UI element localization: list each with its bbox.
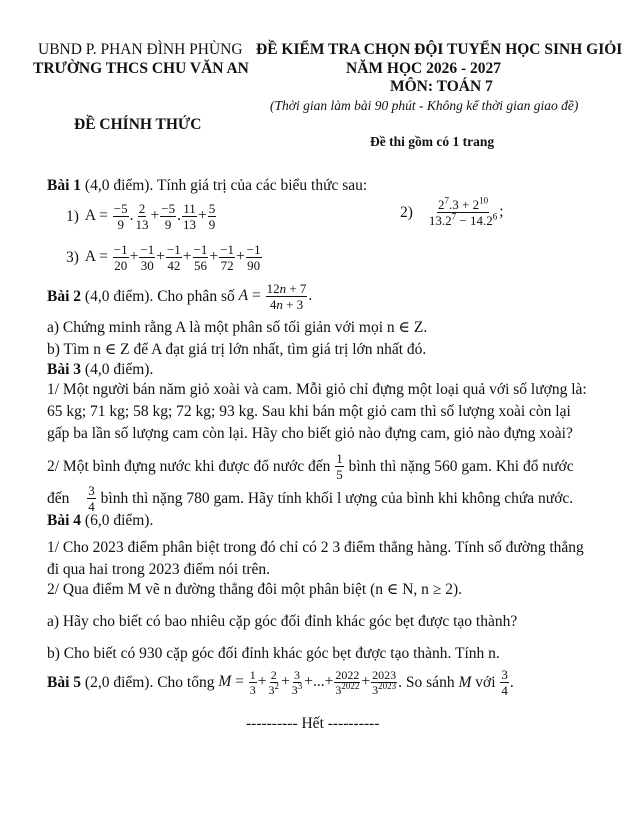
bai4-q2: 2/ Qua điểm M vẽ n đường thẳng đôi một phân biệt (n ∈ N, n ≥ 2). — [47, 581, 462, 598]
math-expr-1: A = $\frac{-5}{9}$ . $\frac{2}{13}$ + $\frac{-5}{9}$ . $\frac{11}{13}$ + $\frac{5}{9}$ — [84, 201, 216, 232]
bai1-expr3 — [66, 243, 263, 272]
exam-title: ĐỀ KIỂM TRA CHỌN ĐỘI TUYỂN HỌC SINH GIỎI — [256, 41, 623, 58]
bai1-expr1 — [66, 202, 217, 231]
bai4-b: b) Cho biết có 930 cặp góc đối đỉnh khác góc bẹt được tạo thành. Tính n. — [47, 645, 500, 662]
bai3-heading — [47, 360, 153, 380]
bai3-q1-line1: 1/ Một người bán năm giỏ xoài và cam. Mỗi giỏ chỉ đựng một loại quả với số lượng là: — [47, 381, 587, 398]
official-label: ĐỀ CHÍNH THỨC — [74, 116, 202, 133]
bai1-label3: 3) — [66, 248, 79, 266]
bai5-points: (2,0 điểm). Cho tổng — [81, 673, 219, 691]
bai1-label2: 2) — [400, 203, 413, 221]
school-district: UBND P. PHAN ĐÌNH PHÙNG — [38, 41, 243, 58]
bai1-heading — [47, 176, 367, 196]
bai5-with: với — [471, 673, 500, 691]
bai4-q1-line1: 1/ Cho 2023 điểm phân biệt trong đó chỉ có 2 3 điểm thẳng hàng. Tính số đường thẳng — [47, 539, 584, 556]
fraction-three-quarters-2: $\frac{3}{4}$ — [501, 667, 508, 698]
bai4-title: Bài 4 — [47, 512, 82, 529]
bai4-heading — [47, 511, 153, 531]
bai5-line: Bài 5 (2,0 điểm). Cho tổng M = $\frac{1}{3}$ + $\frac{2}{3^2}$ + $\frac{3}{3^3}$ +...+ $\frac{2022}{3^{2022}}$ + $\frac{2023}{3^{2023}}$ . So sánh M với $\frac{3}{4}$ . — [47, 667, 514, 698]
bai3-q1-line3: gấp ba lần số lượng cam còn lại. Hãy cho biết giỏ nào đựng cam, giỏ nào đựng xoài? — [47, 425, 573, 442]
bai3-q2-d: bình thì nặng 780 gam. Hãy tính khối l ượng của bình khi không chứa nước. — [96, 489, 574, 507]
bai3-title: Bài 3 — [47, 361, 82, 378]
math-expr-bai5: M = $\frac{1}{3}$ + $\frac{2}{3^2}$ + $\frac{3}{3^3}$ +...+ $\frac{2022}{3^{2022}}$ + $\frac{2023}{3^{2023}}$ — [218, 668, 397, 697]
end-mark: ---------- Hết ---------- — [246, 715, 380, 732]
bai2-heading — [47, 282, 312, 311]
math-expr-2: $\frac{2^7.3 + 2^{10}}{13.2^7 - 14.2^6}$ ; — [428, 195, 504, 228]
bai2-a: a) Chứng minh rằng A là một phân số tối giản với mọi n ∈ Z. — [47, 319, 428, 336]
bai2-b: b) Tìm n ∈ Z để A đạt giá trị lớn nhất, tìm giá trị lớn nhất đó. — [47, 341, 427, 358]
math-expr-bai2: A = $\frac{12n + 7}{4n + 3}$ . — [238, 281, 313, 312]
bai2-title: Bài 2 — [47, 287, 82, 305]
bai3-points: (4,0 điểm). — [81, 361, 154, 378]
page-count: Đề thi gồm có 1 trang — [370, 134, 495, 149]
bai3-q1-line2: 65 kg; 71 kg; 58 kg; 72 kg; 93 kg. Sau khi bán một giỏ cam thì số lượng xoài còn lại — [47, 403, 571, 420]
bai4-a: a) Hãy cho biết có bao nhiêu cặp góc đối đỉnh khác góc bẹt được tạo thành? — [47, 613, 518, 630]
bai1-title: Bài 1 — [47, 177, 82, 194]
bai3-q2-line2 — [47, 484, 573, 513]
bai1-points: (4,0 điểm). Tính giá trị của các biểu thức sau: — [81, 177, 368, 194]
time-note: (Thời gian làm bài 90 phút - Không kể thời gian giao đề) — [270, 98, 579, 113]
fraction-one-fifth: $\frac{1}{5}$ — [336, 451, 343, 482]
var-m: M — [458, 673, 472, 691]
school-year: NĂM HỌC 2026 - 2027 — [346, 60, 501, 77]
bai2-points: (4,0 điểm). Cho phân số — [81, 287, 239, 305]
bai1-expr2 — [400, 195, 504, 228]
bai5-title: Bài 5 — [47, 673, 82, 691]
bai4-points: (6,0 điểm). — [81, 512, 154, 529]
bai3-q2-b: bình thì nặng 560 gam. Khi đổ nước — [344, 457, 574, 475]
bai3-q2-a: 2/ Một bình đựng nước khi được đổ nước đến — [47, 457, 335, 475]
bai5-compare: . So sánh — [398, 673, 459, 691]
subject: MÔN: TOÁN 7 — [390, 78, 493, 95]
bai3-q2-c: đến — [47, 489, 74, 507]
school-name: TRƯỜNG THCS CHU VĂN AN — [33, 60, 249, 77]
bai4-q1-line2: đi qua hai trong 2023 điểm nói trên. — [47, 561, 270, 578]
bai1-label1: 1) — [66, 207, 79, 225]
bai3-q2-line1 — [47, 452, 574, 481]
math-expr-3: A = $\frac{-1}{20}$ + $\frac{-1}{30}$ + $\frac{-1}{42}$ + $\frac{-1}{56}$ + $\frac{-1}{72}$ + $\frac{-1}{90}$ — [84, 242, 261, 273]
fraction-three-quarters: $\frac{3}{4}$ — [88, 483, 95, 514]
